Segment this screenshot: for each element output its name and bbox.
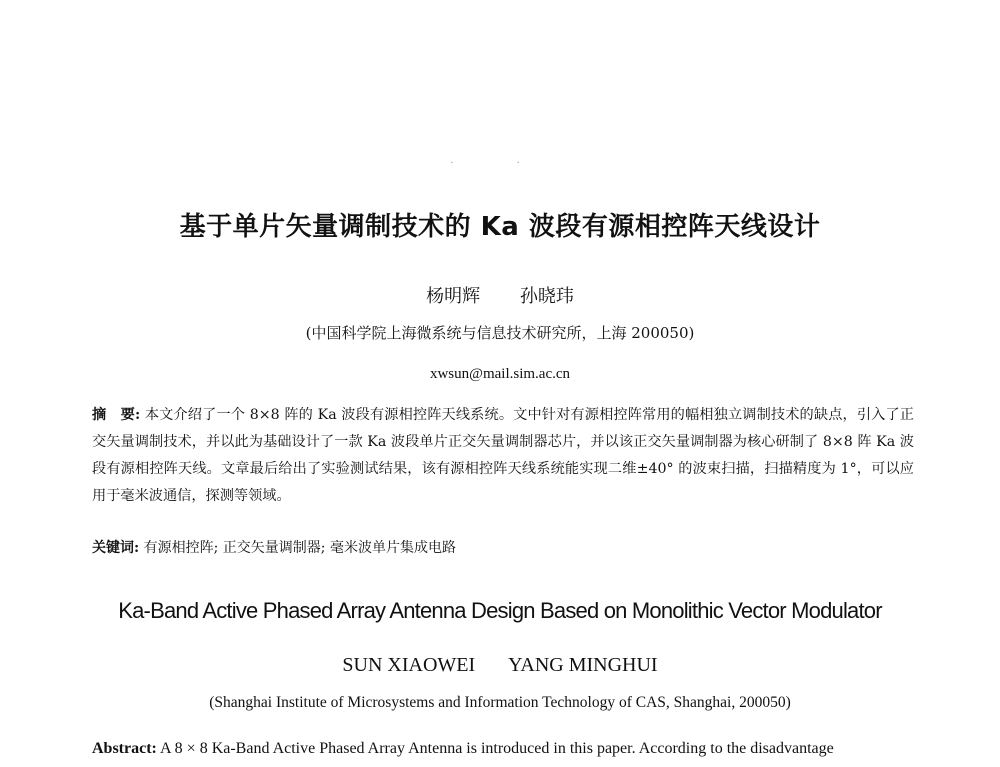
- english-authors: [0, 654, 1000, 677]
- english-affiliation: (Shanghai Institute of Microsystems and Information Technology of CAS, Shanghai, 200050): [209, 694, 791, 711]
- chinese-abstract: [92, 402, 914, 510]
- english-title: Ka-Band Active Phased Array Antenna Design Based on Monolithic Vector Modulator: [118, 598, 882, 623]
- english-abstract-label: Abstract:: [92, 740, 157, 757]
- english-author: YANG MINGHUI: [508, 654, 658, 676]
- chinese-keywords-text: 有源相控阵; 正交矢量调制器; 毫米波单片集成电路: [139, 540, 456, 556]
- english-abstract-text: A 8 × 8 Ka-Band Active Phased Array Antenna is introduced in this paper. According to the disadvantage: [156, 740, 834, 757]
- chinese-abstract-label: 摘 要:: [92, 407, 141, 423]
- chinese-keywords-label: 关键词:: [92, 540, 140, 556]
- scan-specks: · ·: [450, 158, 550, 169]
- chinese-abstract-text: 本文介绍了一个 8×8 阵的 Ka 波段有源相控阵天线系统。文中针对有源相控阵常用的幅相独立调制技术的缺点，引入了正交矢量调制技术，并以此为基础设计了一款 Ka 波段单片正交矢量调制器芯片，并以该正交矢量调制器为核心研制了 8×8 阵 Ka 波段有源相控阵天线。文章最后给出了实验测试结果，该有源相控阵天线系统能实现二维±40° 的波束扫描，扫描精度为 1°，可以应用于毫米波通信，探测等领域。: [92, 407, 914, 504]
- author-email: xwsun@mail.sim.ac.cn: [429, 366, 571, 382]
- chinese-authors: [0, 282, 1000, 308]
- english-author: SUN XIAOWEI: [342, 654, 476, 676]
- chinese-keywords: [92, 537, 914, 557]
- chinese-author: 杨明辉: [426, 286, 481, 307]
- chinese-affiliation: (中国科学院上海微系统与信息技术研究所，上海 200050): [305, 324, 695, 342]
- chinese-title: 基于单片矢量调制技术的 Ka 波段有源相控阵天线设计: [179, 212, 821, 242]
- chinese-author: 孙晓玮: [519, 286, 574, 307]
- english-abstract: [92, 735, 922, 763]
